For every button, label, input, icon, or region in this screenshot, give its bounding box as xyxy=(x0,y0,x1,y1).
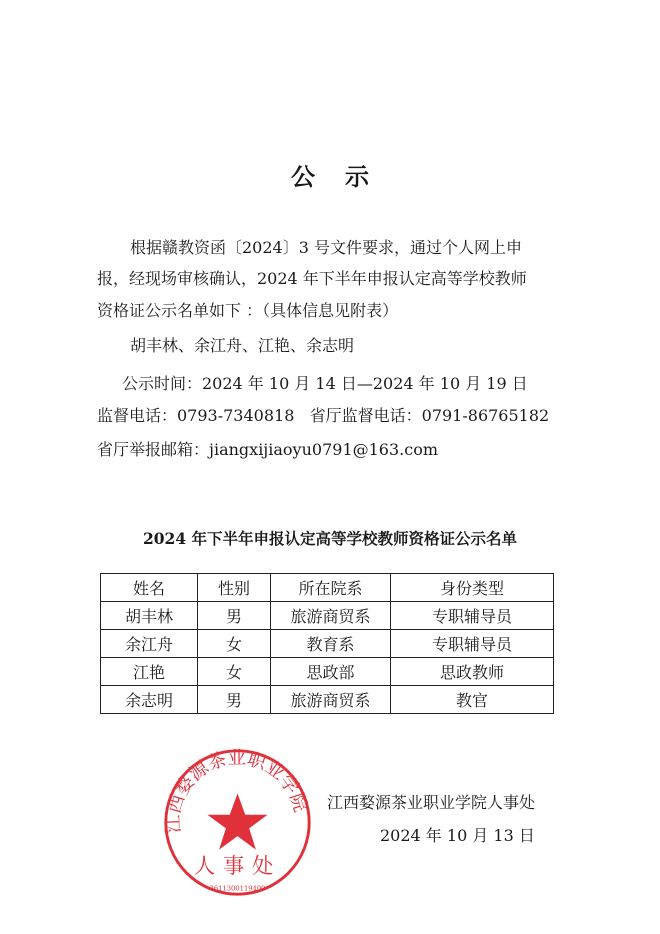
paragraph-line-1: 根据赣教资函〔2024〕3 号文件要求，通过个人网上申 xyxy=(130,238,522,257)
page-title: 公示 xyxy=(291,162,399,191)
seal-arc-text: 江西婺源茶业职业学院 xyxy=(163,747,311,834)
header-cell: 所在院系 xyxy=(271,574,391,602)
cell: 男 xyxy=(198,602,271,630)
cell: 余江舟 xyxy=(101,630,198,658)
table-row xyxy=(101,602,554,630)
header-cell: 身份类型 xyxy=(391,574,554,602)
cell: 教育系 xyxy=(271,630,391,658)
header-cell: 性别 xyxy=(198,574,271,602)
official-seal xyxy=(160,745,315,900)
cell: 胡丰林 xyxy=(101,602,198,630)
paragraph-line-2: 报，经现场审核确认，2024 年下半年申报认定高等学校教师 xyxy=(97,269,527,288)
cell: 女 xyxy=(198,630,271,658)
signature-date: 2024 年 10 月 13 日 xyxy=(380,826,535,845)
seal-code: 3611300119409 xyxy=(209,884,266,893)
roster-table xyxy=(100,573,554,714)
table-row xyxy=(101,686,554,714)
star-icon xyxy=(207,793,267,849)
cell: 旅游商贸系 xyxy=(271,686,391,714)
cell: 思政教师 xyxy=(391,658,554,686)
cell: 专职辅导员 xyxy=(391,602,554,630)
cell: 旅游商贸系 xyxy=(271,602,391,630)
cell: 女 xyxy=(198,658,271,686)
cell: 教官 xyxy=(391,686,554,714)
paragraph-line-3: 资格证公示名单如下 ：（具体信息见附表） xyxy=(97,301,399,320)
report-email: 省厅举报邮箱：jiangxijiaoyu0791@163.com xyxy=(97,440,439,459)
cell: 男 xyxy=(198,686,271,714)
cell: 思政部 xyxy=(271,658,391,686)
cell: 余志明 xyxy=(101,686,198,714)
cell: 江艳 xyxy=(101,658,198,686)
seal-center-text: 人事处 xyxy=(193,853,282,879)
table-row xyxy=(101,658,554,686)
publicity-period: 公示时间：2024 年 10 月 14 日—2024 年 10 月 19 日 xyxy=(122,374,528,393)
table-title: 2024 年下半年申报认定高等学校教师资格证公示名单 xyxy=(142,529,518,548)
table-row xyxy=(101,630,554,658)
header-cell: 姓名 xyxy=(101,574,198,602)
supervision-phone: 监督电话：0793-7340818 省厅监督电话：0791-86765182 xyxy=(97,406,550,425)
table-header-row xyxy=(101,574,554,602)
signature-org: 江西婺源茶业职业学院人事处 xyxy=(327,793,536,812)
names-list: 胡丰林、余江舟、江艳、余志明 xyxy=(130,336,355,355)
cell: 专职辅导员 xyxy=(391,630,554,658)
